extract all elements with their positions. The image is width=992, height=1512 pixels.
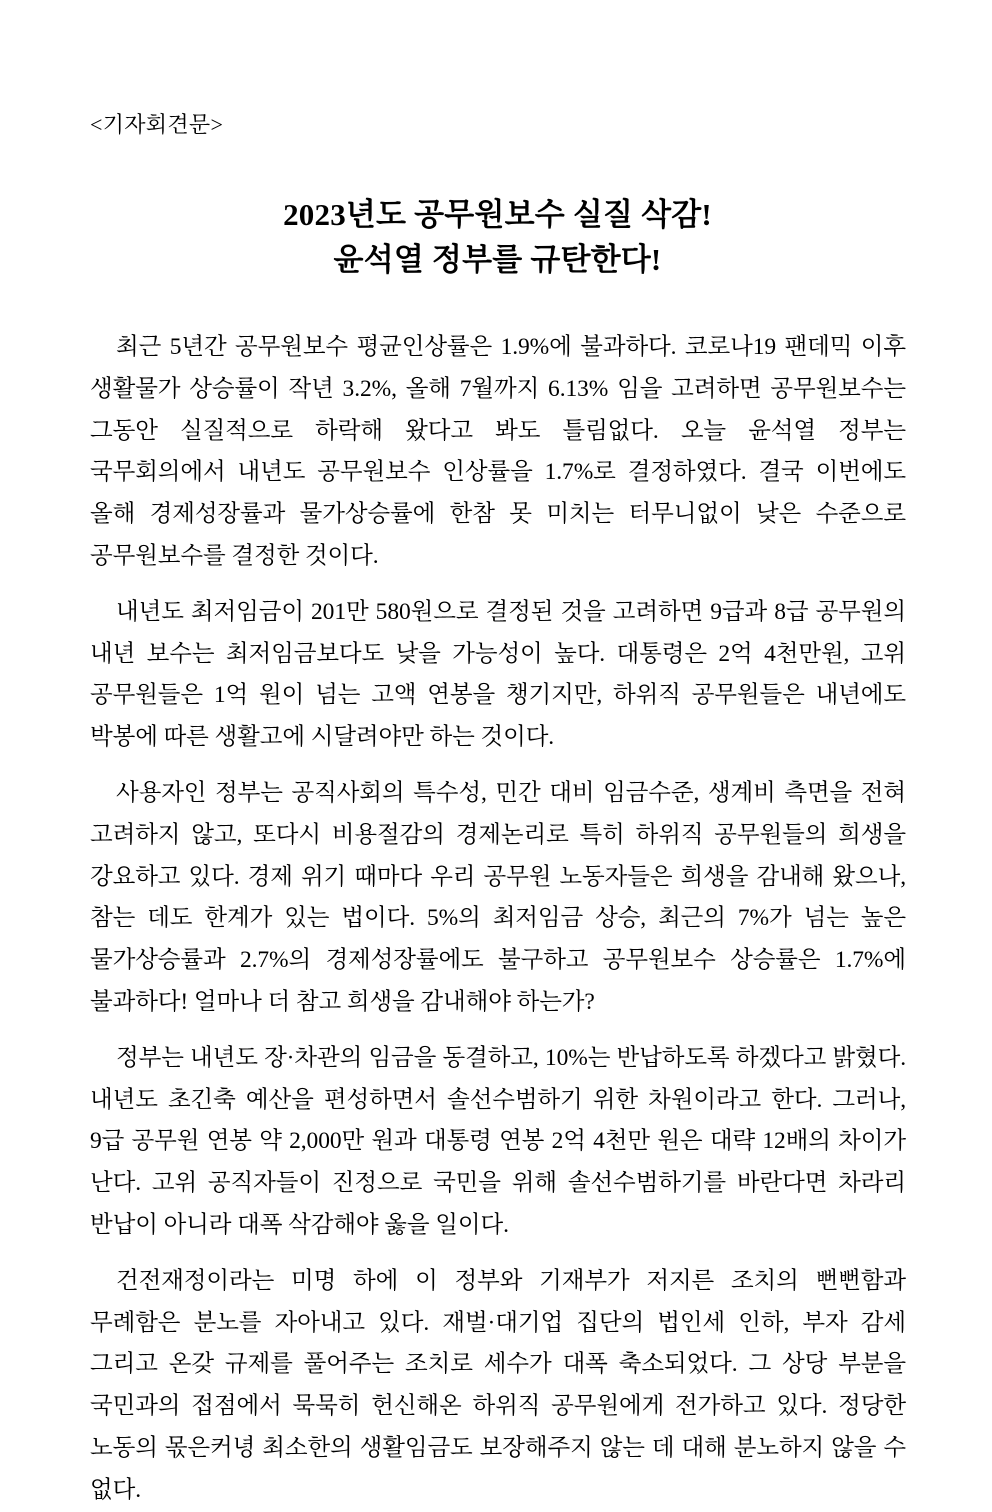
body-paragraph: 정부는 내년도 장·차관의 임금을 동결하고, 10%는 반납하도록 하겠다고 밝혔다. 내년도 초긴축 예산을 편성하면서 솔선수범하기 위한 차원이라고 한다. 그러나, 9급 공무원 연봉 약 2,000만 원과 대통령 연봉 2억 4천만 원은 대략 12배의 차이가 난다. 고위 공직자들이 진정으로 국민을 위해 솔선수범하기를 바란다면 차라리 반납이 아니라 대폭 삭감해야 옳을 일이다. [90, 1044, 906, 1238]
title-line-2: 윤석열 정부를 규탄한다! [333, 242, 662, 277]
body-paragraph: 사용자인 정부는 공직사회의 특수성, 민간 대비 임금수준, 생계비 측면을 전혀 고려하지 않고, 또다시 비용절감의 경제논리로 특히 하위직 공무원들의 희생을 강요하고 있다. 경제 위기 때마다 우리 공무원 노동자들은 희생을 감내해 왔으나, 참는 데도 한계가 있는 법이다. 5%의 최저임금 상승, 최근의 7%가 넘는 높은 물가상승률과 2.7%의 경제성장률에도 불구하고 공무원보수 상승률은 1.7%에 불과하다! 얼마나 더 참고 희생을 감내해야 하는가? [90, 779, 906, 1015]
document-title [90, 192, 905, 282]
body-paragraph: 최근 5년간 공무원보수 평균인상률은 1.9%에 불과하다. 코로나19 팬데믹 이후 생활물가 상승률이 작년 3.2%, 올해 7월까지 6.13% 임을 고려하면 공무원보수는 그동안 실질적으로 하락해 왔다고 봐도 틀림없다. 오늘 윤석열 정부는 국무회의에서 내년도 공무원보수 인상률을 1.7%로 결정하였다. 결국 이번에도 올해 경제성장률과 물가상승률에 한참 못 미치는 터무니없이 낮은 수준으로 공무원보수를 결정한 것이다. [90, 334, 906, 569]
body-paragraph: 건전재정이라는 미명 하에 이 정부와 기재부가 저지른 조치의 뻔뻔함과 무례함은 분노를 자아내고 있다. 재벌·대기업 집단의 법인세 인하, 부자 감세 그리고 온갖 규제를 풀어주는 조치로 세수가 대폭 축소되었다. 그 상당 부분을 국민과의 접점에서 묵묵히 헌신해온 하위직 공무원에게 전가하고 있다. 정당한 노동의 몫은커녕 최소한의 생활임금도 보장해주지 않는 데 대해 분노하지 않을 수 없다. [90, 1267, 906, 1503]
document-body [90, 327, 906, 1512]
document-type-tag: <기자회견문> [90, 112, 224, 137]
body-paragraph: 내년도 최저임금이 201만 580원으로 결정된 것을 고려하면 9급과 8급 공무원의 내년 보수는 최저임금보다도 낮을 가능성이 높다. 대통령은 2억 4천만원, 고위 공무원들은 1억 원이 넘는 고액 연봉을 챙기지만, 하위직 공무원들은 내년에도 박봉에 따른 생활고에 시달려야만 하는 것이다. [90, 598, 906, 751]
title-line-1: 2023년도 공무원보수 실질 삭감! [283, 197, 712, 232]
